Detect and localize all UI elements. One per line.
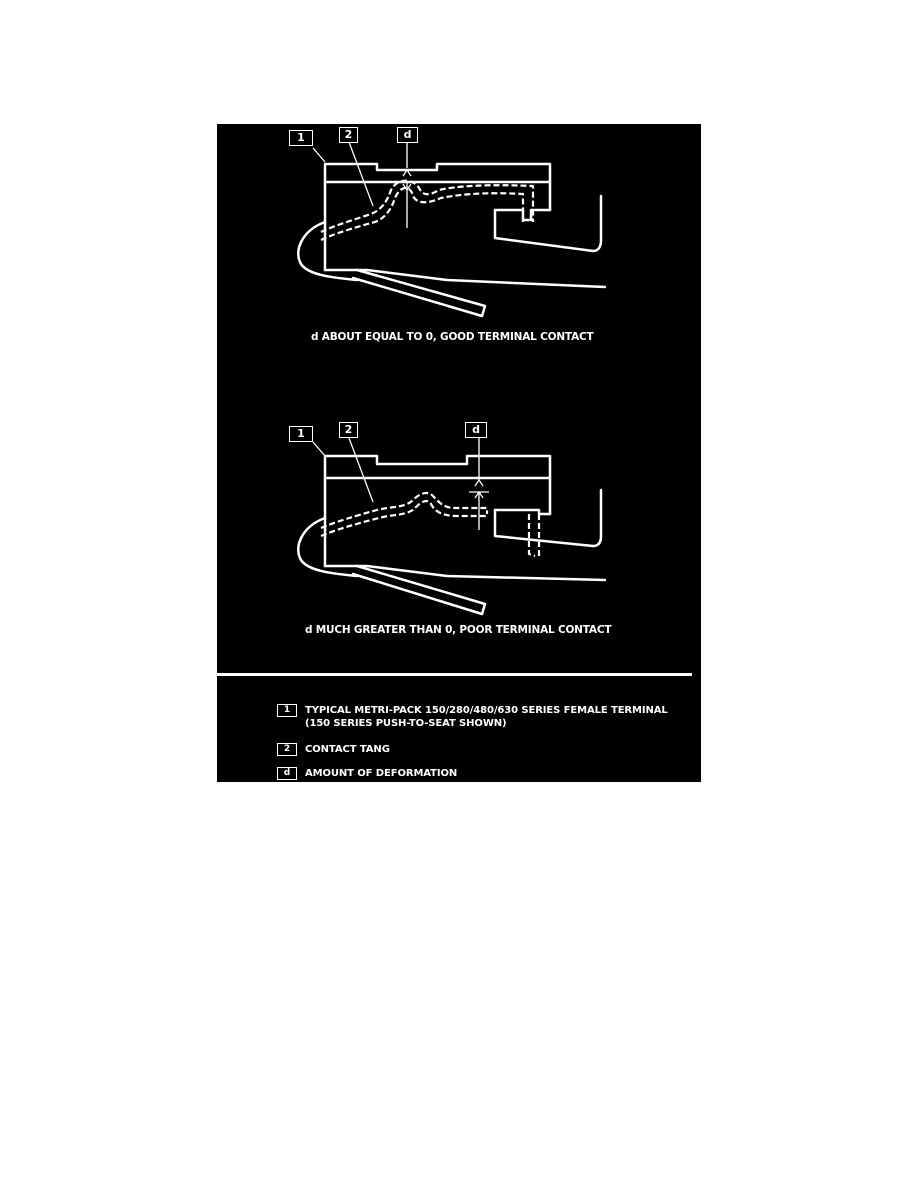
terminal-contact-figure: [217, 124, 701, 782]
callout-deformation-top: d: [397, 127, 418, 143]
legend-text: AMOUNT OF DEFORMATION: [305, 768, 458, 779]
legend-item-deformation: [277, 767, 457, 780]
legend-text-block: [305, 704, 668, 730]
bottom-caption: d MUCH GREATER THAN 0, POOR TERMINAL CONTACT: [305, 624, 612, 636]
legend-text-line2: (150 SERIES PUSH-TO-SEAT SHOWN): [305, 718, 507, 729]
terminal-drawings: [217, 124, 701, 782]
top-caption: d ABOUT EQUAL TO 0, GOOD TERMINAL CONTACT: [311, 331, 594, 343]
callout-tang-bottom: 2: [339, 422, 358, 438]
legend-divider: [217, 673, 692, 676]
legend-key: 2: [277, 743, 297, 756]
legend-text: TYPICAL METRI-PACK 150/280/480/630 SERIES FEMALE TERMINAL: [305, 705, 668, 716]
legend-item-terminal: [277, 704, 668, 730]
callout-terminal-top: 1: [289, 130, 313, 146]
legend-item-tang: [277, 743, 390, 756]
bottom-terminal-drawing: [298, 438, 605, 614]
top-terminal-drawing: [298, 142, 605, 316]
callout-tang-top: 2: [339, 127, 358, 143]
legend-key: 1: [277, 704, 297, 717]
callout-terminal-bottom: 1: [289, 426, 313, 442]
legend-key: d: [277, 767, 297, 780]
legend-text: CONTACT TANG: [305, 744, 390, 755]
callout-deformation-bottom: d: [465, 422, 487, 438]
